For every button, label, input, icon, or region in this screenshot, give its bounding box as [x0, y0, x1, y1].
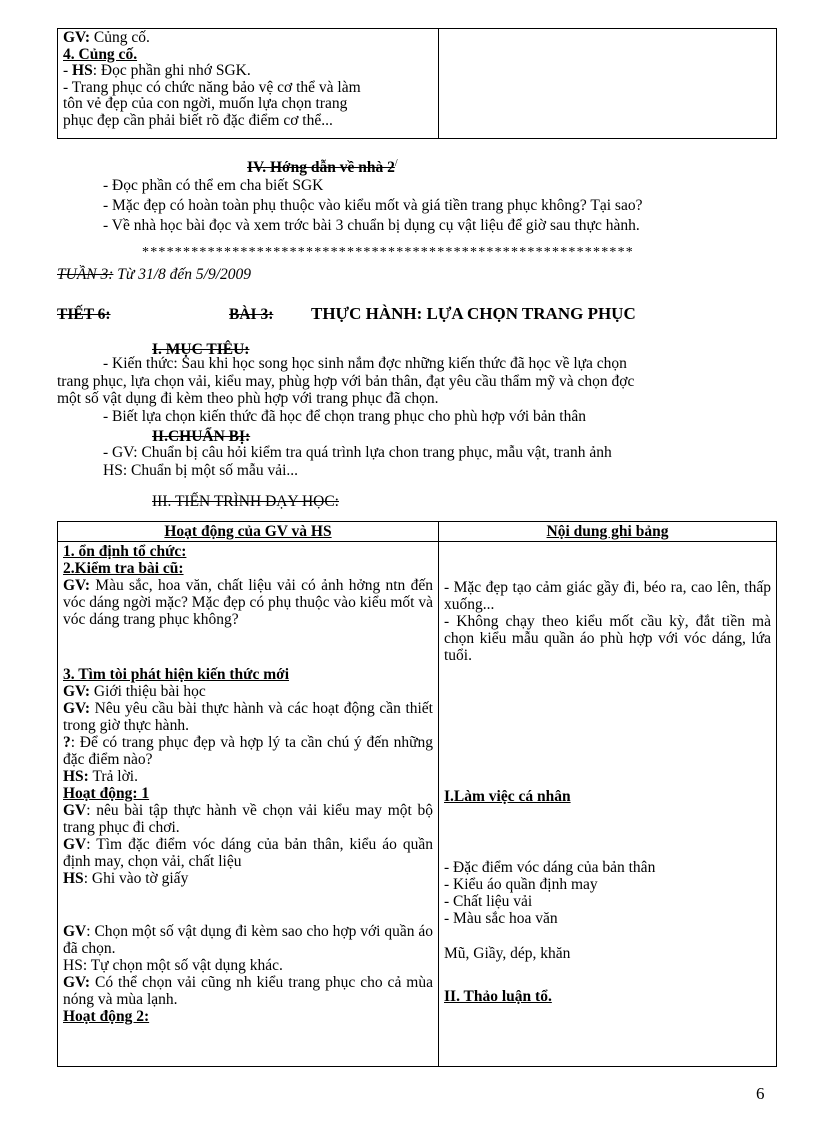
col1-header: Hoạt động của GV và HS — [58, 522, 439, 542]
homework-list — [103, 176, 642, 236]
text: : Tìm đặc điểm vóc dáng của bản thân, kiểu áo quần định may, chọn vải, chất liệu — [63, 836, 433, 870]
homework-item: - Đọc phần có thể em cha biết SGK — [103, 177, 324, 194]
text: Giới thiệu bài học — [90, 683, 206, 700]
prep-body — [103, 444, 612, 480]
top-table — [57, 28, 777, 139]
week-dates: Từ 31/8 đến 5/9/2009 — [113, 266, 252, 283]
question-label: ? — [63, 734, 71, 751]
homework-item: - Mặc đẹp có hoàn toàn phụ thuộc vào kiểu mốt và giá tiền trang phục không? Tại sao? — [103, 197, 643, 214]
week-label: TUẦN 3: — [57, 266, 114, 283]
objectives-heading: I. MỤC TIÊU: — [152, 341, 250, 358]
top-table-right-cell — [439, 29, 777, 139]
homework-item: - Về nhà học bài đọc và xem trớc bài 3 chuẩn bị dụng cụ vật liệu để giờ sau thực hành. — [103, 217, 640, 234]
gv-label: GV — [63, 923, 87, 940]
objective-line: - Biết lựa chọn kiến thức đã học để chọn trang phục cho phù hợp với bản thân — [103, 407, 586, 425]
section-individual: I.Làm việc cá nhân — [444, 788, 571, 805]
objective-line: - Kiến thức: Sau khi học song học sinh nắm đợc những kiến thức đã học về lựa chọn — [103, 355, 627, 372]
list-item: - Đặc điểm vóc dáng của bản thân — [444, 859, 656, 876]
lesson-title: THỰC HÀNH: LỰA CHỌN TRANG PHỤC — [311, 304, 636, 323]
list-item: - Màu sắc hoa văn — [444, 910, 558, 927]
text: HS: Tự chọn một số vật dụng khác. — [63, 957, 283, 974]
gv-label: GV: — [63, 683, 90, 700]
page-number: 6 — [756, 1084, 765, 1103]
heading-discover: 3. Tìm tòi phát hiện kiến thức mới — [63, 666, 290, 683]
objectives-body — [57, 355, 634, 425]
objective-line: trang phục, lựa chọn vải, kiểu may, phùg hợp với bản thân, đạt yêu cầu thẩm mỹ và chọn đợc — [57, 372, 635, 390]
answer-text: - Mặc đẹp tạo cảm giác gầy đi, béo ra, cao lên, thấp xuống... — [444, 579, 771, 613]
heading-activity-1: Hoạt động: 1 — [63, 785, 150, 802]
lesson-bai: BÀI 3: — [229, 306, 274, 323]
lesson-tiet: TIẾT 6: — [57, 306, 111, 323]
text: Có thể chọn vải cũng nh kiểu trang phục cho cả mùa nóng và mùa lạnh. — [63, 974, 433, 1008]
text: - — [63, 62, 73, 79]
objective-line: một số vật dụng đi kèm theo phù hợp với trang phục đã chọn. — [57, 390, 439, 407]
gv-label: GV: — [63, 577, 90, 594]
list-item: - Kiểu áo quần định may — [444, 876, 598, 893]
gv-label: GV — [63, 836, 87, 853]
prep-heading: II.CHUẨN BỊ: — [152, 428, 251, 445]
main-right-cell — [439, 542, 777, 1067]
list-item: - Chất liệu vải — [444, 893, 533, 910]
text-line: phục đẹp cần phải biết rõ đặc điểm cơ thể... — [63, 111, 333, 129]
text: : Chọn một số vật dụng đi kèm sao cho hợp với quần áo đã chọn. — [63, 923, 433, 957]
gv-label: GV: — [63, 29, 90, 46]
homework-title-text: IV. Hớng dẫn về nhà 2 — [247, 159, 395, 177]
homework-title — [247, 155, 398, 176]
text: Củng cố. — [90, 29, 150, 46]
text: : Đọc phần ghi nhớ SGK. — [92, 62, 251, 79]
top-table-left-cell — [58, 29, 439, 139]
separator: ************************************************************ — [142, 245, 634, 260]
heading-activity-2: Hoạt động 2: — [63, 1008, 150, 1025]
text-line: - Trang phục có chức năng bảo vệ cơ thể và làm — [63, 78, 361, 96]
consolidation-heading: 4. Củng cố. — [63, 45, 138, 63]
hs-label: HS: — [63, 768, 89, 785]
heading-review: 2.Kiểm tra bài cũ: — [63, 560, 184, 577]
items-text: Mũ, Giầy, dép, khăn — [444, 945, 571, 962]
text: : Để có trang phục đẹp và hợp lý ta cần chú ý đến những đặc điểm nào? — [63, 734, 433, 768]
text: Nêu yêu cầu bài thực hành và các hoạt động cần thiết trong giờ thực hành. — [63, 700, 433, 734]
hs-label: HS — [63, 870, 84, 887]
text: : nêu bài tập thực hành về chọn vải kiểu may một bộ trang phục đi chơi. — [63, 802, 433, 836]
gv-label: GV: — [63, 700, 90, 717]
section-group: II. Thảo luận tổ. — [444, 988, 552, 1005]
process-heading: III. TIẾN TRÌNH DẠY HỌC: — [152, 493, 339, 510]
heading-org: 1. ổn định tổ chức: — [63, 543, 187, 560]
text: : Ghi vào tờ giấy — [83, 870, 189, 887]
answer-text: - Không chạy theo kiểu mốt cầu kỳ, đắt tiền mà chọn kiểu mẫu quần áo phù hợp với vóc dáng, lứa tuổi. — [444, 613, 771, 664]
week-line — [57, 266, 251, 283]
superscript: / — [394, 158, 398, 169]
text-line: tôn vẻ đẹp của con ngời, muốn lựa chọn trang — [63, 95, 348, 112]
main-left-cell — [58, 542, 439, 1067]
col2-header: Nội dung ghi bảng — [439, 522, 777, 542]
prep-line: - GV: Chuẩn bị câu hỏi kiểm tra quá trình lựa chon trang phục, mẫu vật, tranh ảnh — [103, 444, 612, 461]
text: Trả lời. — [88, 768, 138, 785]
text: Màu sắc, hoa văn, chất liệu vải có ảnh hởng ntn đến vóc dáng ngời mặc? Mặc đẹp có phụ thuộc vào kiểu mốt và vóc dáng trang phục không? — [63, 577, 433, 628]
hs-label: HS — [72, 62, 93, 79]
gv-label: GV — [63, 802, 87, 819]
main-table — [57, 521, 777, 1067]
gv-label: GV: — [63, 974, 90, 991]
prep-line: HS: Chuẩn bị một số mẫu vải... — [103, 462, 299, 479]
